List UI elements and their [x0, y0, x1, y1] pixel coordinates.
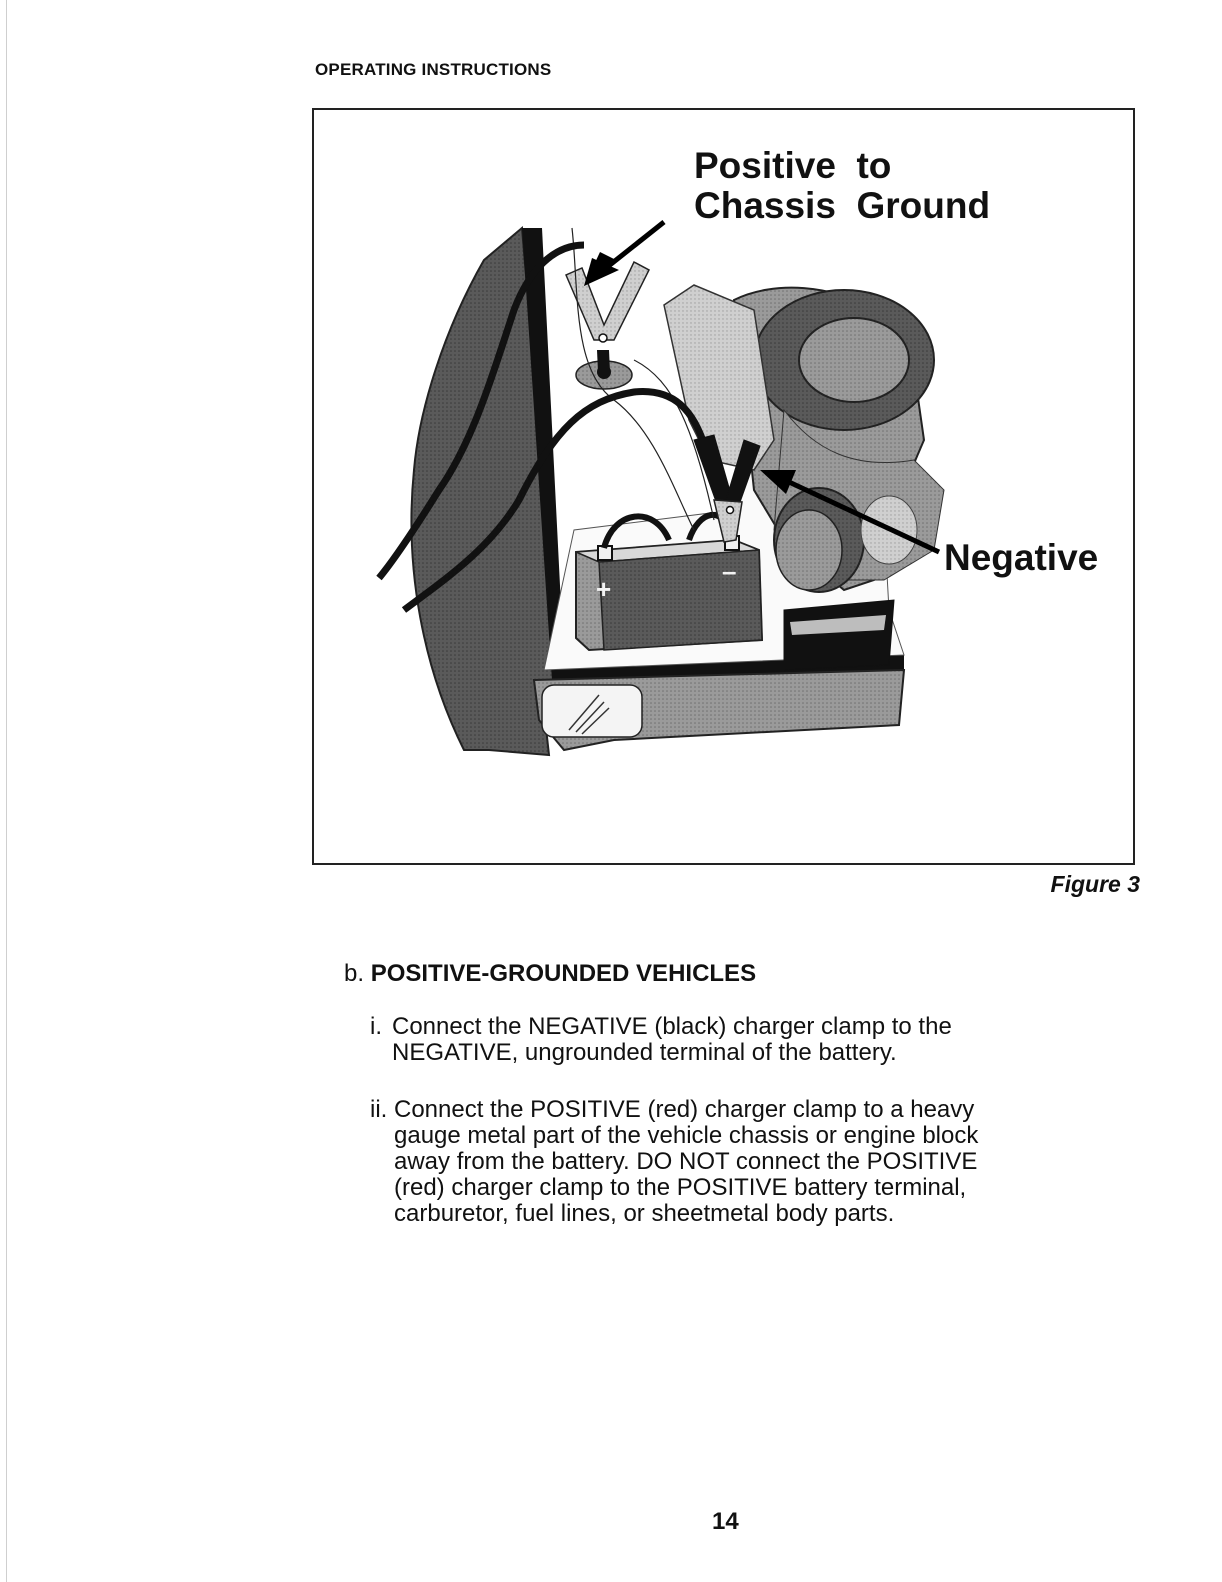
scan-edge: [6, 0, 7, 1582]
section-prefix: b.: [344, 960, 365, 987]
step-line: Connect the POSITIVE (red) charger clamp to a heavy: [394, 1096, 975, 1123]
step-line: away from the battery. DO NOT connect the POSITIVE: [394, 1148, 978, 1175]
section-heading: [344, 960, 756, 988]
battery-plus-label: +: [596, 574, 612, 604]
step-line: NEGATIVE, ungrounded terminal of the battery.: [392, 1039, 897, 1066]
callout-negative: Negative: [944, 537, 1099, 578]
step-text: [392, 1014, 952, 1066]
step-text: [394, 1097, 978, 1227]
callout-positive-to-chassis-ground: Positive to Chassis Ground: [694, 145, 991, 226]
figure-caption: Figure 3: [1050, 871, 1140, 897]
figure-3: [312, 108, 1135, 865]
step-line: carburetor, fuel lines, or sheetmetal body parts.: [394, 1200, 895, 1227]
step-number: i.: [370, 1013, 382, 1040]
section-title: POSITIVE-GROUNDED VEHICLES: [370, 960, 757, 987]
step-line: Connect the NEGATIVE (black) charger clamp to the: [392, 1013, 952, 1040]
step-line: gauge metal part of the vehicle chassis or engine block: [394, 1122, 979, 1149]
page-header: OPERATING INSTRUCTIONS: [315, 60, 552, 79]
page-number: 14: [712, 1508, 739, 1535]
battery-minus-label: –: [722, 556, 737, 586]
step-number: ii.: [370, 1096, 388, 1123]
step-line: (red) charger clamp to the POSITIVE battery terminal,: [394, 1174, 967, 1201]
